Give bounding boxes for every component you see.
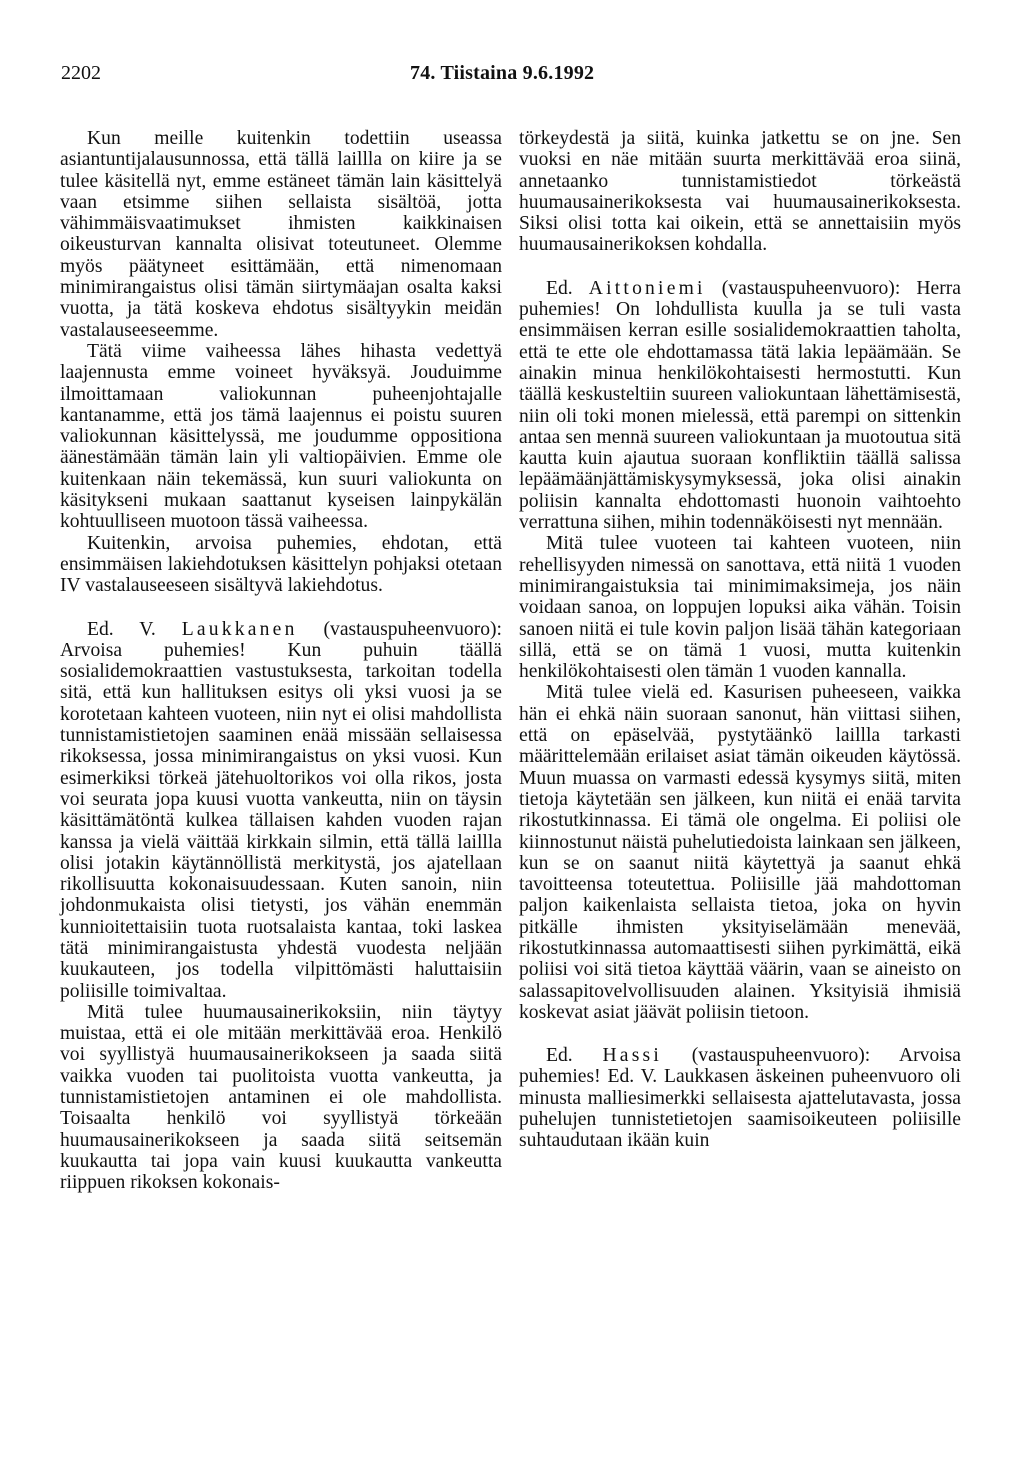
speech-role: (vastauspuheenvuoro): xyxy=(297,618,502,640)
speech-text: Arvoisa puhemies! Kun puhuin täällä sosialidemokraattien vastustuksesta, tarkoitan todella sitä, että kun hallituksen esitys oli yksi vuosi ja se korotetaan kahteen vuoteen, niin nyt ei olisi mahdollista tunnistamistietojen saaminen enää missään sellaisessa rikoksessa, jossa minimirangaistus on yksi vuosi. Kun esimerkiksi törkeä jätehuoltorikos voi olla rikos, josta voi seurata jopa kuusi vuotta vankeutta, niin on täysin käsittämätöntä kulkea tällaisen kahden vuoden rajan kanssa ja vielä väittää kirkkain silmin, että tällä laillla olisi jotakin käytännöllistä merkitystä, jos ajatellaan rikollisuutta kokonaisuudessaan. Kuten sanoin, niin johdonmukaista olisi tietysti, jos vähän enemmän kunnioitettaisiin tuota ruotsalaista kantaa, toki laskea tätä minimirangaistusta yhdestä vuodesta neljään kuukauteen, jos todella vilpittömästi haluttaisiin poliisille toimivaltaa. xyxy=(60,639,502,1002)
speaker-prefix: Ed. xyxy=(546,1045,603,1067)
session-title: 74. Tiistaina 9.6.1992 xyxy=(410,62,595,84)
paragraph: Tätä viime vaiheessa lähes hihasta vedettyä laajennusta emme voineet hyväksyä. Jouduimme ilmoittamaan valiokunnan puheenjohtajalle kantanamme, että jos tämä laajennus ei poistu suuren valiokunnan käsittelyssä, me joudumme oppositiona äänestämään tämän lain yli valtiopäivien. Emme ole kuitenkaan näin tekemässä, kun suuri valiokunta on käsitykseni mukaan saattanut kyseisen lainpykälän kohtuulliseen muotoon tässä vaiheessa. xyxy=(60,340,502,533)
speech-text: Herra puhemies! On lohdullista kuulla ja se tuli vasta ensimmäisen kerran esille sosialidemokraattien taholta, että te ette ole ehdottamassa tätä lakia lepäämään. Se ainakin minua henkilökohtaisesti hermostutti. Kun täällä keskusteltiin suureen valiokuntaan lähettämisestä, niin oli toki monen mielessä, että parempi on sittenkin antaa sen mennä suureen valiokuntaan ja muotoutua sitä kautta kuin ajautua suoraan konfliktiin täällä salissa lepäämäänjättämiskysymyksessä, joka olisi ainakin poliisin kannalta ehdottomasti huonoin vaihtoehto verrattuna siihen, mihin todennäköisesti nyt mennään. xyxy=(519,277,961,534)
speech-paragraph xyxy=(519,1045,961,1151)
paragraph: Mitä tulee vuoteen tai kahteen vuoteen, niin rehellisyyden nimessä on sanottava, että niitä 1 vuoden minimirangaistuksia tai minimimaksimeja, jos näin voidaan sanoa, on loppujen lopuksi aika vähän. Toisin sanoen niitä ei tule kovin paljon lisää tähän kategoriaan sillä, että se on tämä 1 vuosi, mutta kuitenkin henkilökohtaisesti olen tämän 1 vuoden kannalla. xyxy=(519,533,961,683)
right-column xyxy=(519,128,961,1152)
speaker-prefix: Ed. xyxy=(546,277,589,299)
speaker-name: Aittoniemi xyxy=(588,277,706,299)
left-column xyxy=(60,128,502,1194)
paragraph: Mitä tulee vielä ed. Kasurisen puheeseen, vaikka hän ei ehkä näin suoraan sanonut, hän viittasi siihen, että on epäselvää, pystytäänkö laillla tarkasti määrittelemään erilaiset asiat tämän oikeuden käytössä. Muun muassa on varmasti edessä kysymys siitä, miten tietoja käytetään sen jälkeen, kun niitä ei enää tarvita rikostutkinnassa. Ei tämä ole ongelma. Ei poliisi ole kiinnostunut näistä puhelutiedoista lainkaan sen jälkeen, kun se on saanut niitä käytettyä ja saanut ehkä tavoitteensa toteutettua. Poliisille jää mahdottoman paljon kaikenlaista sellaista tietoa, joka on hyvin pitkälle ihmisten yksityiselämään menevää, rikostutkinnassa automaattisesti siihen pyrkimättä, eikä poliisi voi sitä tietoa käyttää väärin, vaan se aineisto on salassapitovelvollisuuden alainen. Yksityisiä ihmisiä koskevat asiat jäävät poliisin tietoon. xyxy=(519,682,961,1023)
paragraph: Kuitenkin, arvoisa puhemies, ehdotan, että ensimmäisen lakiehdotuksen käsittelyn pohjaksi otetaan IV vastalauseeseen sisältyvä lakiehdotus. xyxy=(60,532,502,597)
speech-role: (vastauspuheenvuoro): xyxy=(705,277,901,299)
speech-paragraph xyxy=(519,278,961,534)
speech-role: (vastauspuheenvuoro): xyxy=(662,1045,871,1067)
speaker-name: Laukkanen xyxy=(181,618,298,640)
paragraph: Kun meille kuitenkin todettiin useassa asiantuntijalausunnossa, että tällä laillla on kiire ja se tulee käsitellä nyt, emme estäneet tämän lain käsittelyä vaan etsimme siihen sellaista sisältöä, jotta vähimmäisvaatimukset ihmisten kaikkinaisen oikeusturvan kannalta olisivat toteutuneet. Olemme myös päätyneet esittämään, että nimenomaan minimirangaistus olisi tämän siirtymäajan osalta kaksi vuotta, ja tätä koskeva ehdotus sisältyykin meidän vastalauseeseemme. xyxy=(60,128,502,341)
paragraph: Mitä tulee huumausainerikoksiin, niin täytyy muistaa, että ei ole mitään merkittävää eroa. Henkilö voi syyllistyä huumausainerikokseen ja saada siitä vaikka vuoden tai puolitoista vuotta vankeutta, ja tunnistamistietojen antaminen ei ole mahdollista. Toisaalta henkilö voi syyllistyä törkeään huumausainerikokseen ja saada siitä seitsemän kuukautta tai jopa vain kuusi kuukautta vankeutta riippuen rikoksen kokonais- xyxy=(60,1001,502,1194)
speaker-name: Hassi xyxy=(602,1045,662,1067)
speaker-prefix: Ed. V. xyxy=(87,618,182,640)
page-number: 2202 xyxy=(61,62,101,84)
page-header xyxy=(0,62,1024,90)
speech-text: Arvoisa puhemies! Ed. V. Laukkasen äskeinen puheenvuoro oli minusta malliesimerkki sellaisesta ajattelutavasta, jossa puhelujen tunnistetietojen saamisoikeuteen poliisille suhtaudutaan ikään kuin xyxy=(519,1045,962,1152)
paragraph: törkeydestä ja siitä, kuinka jatkettu se on jne. Sen vuoksi en näe mitään suurta merkittävää eroa siinä, annetaanko tunnistamistiedot törkeästä huumausainerikoksesta vai huumausainerikoksesta. Siksi olisi totta kai oikein, että se annettaisiin myös huumausainerikoksen kohdalla. xyxy=(519,128,961,256)
speech-paragraph xyxy=(60,619,502,1002)
